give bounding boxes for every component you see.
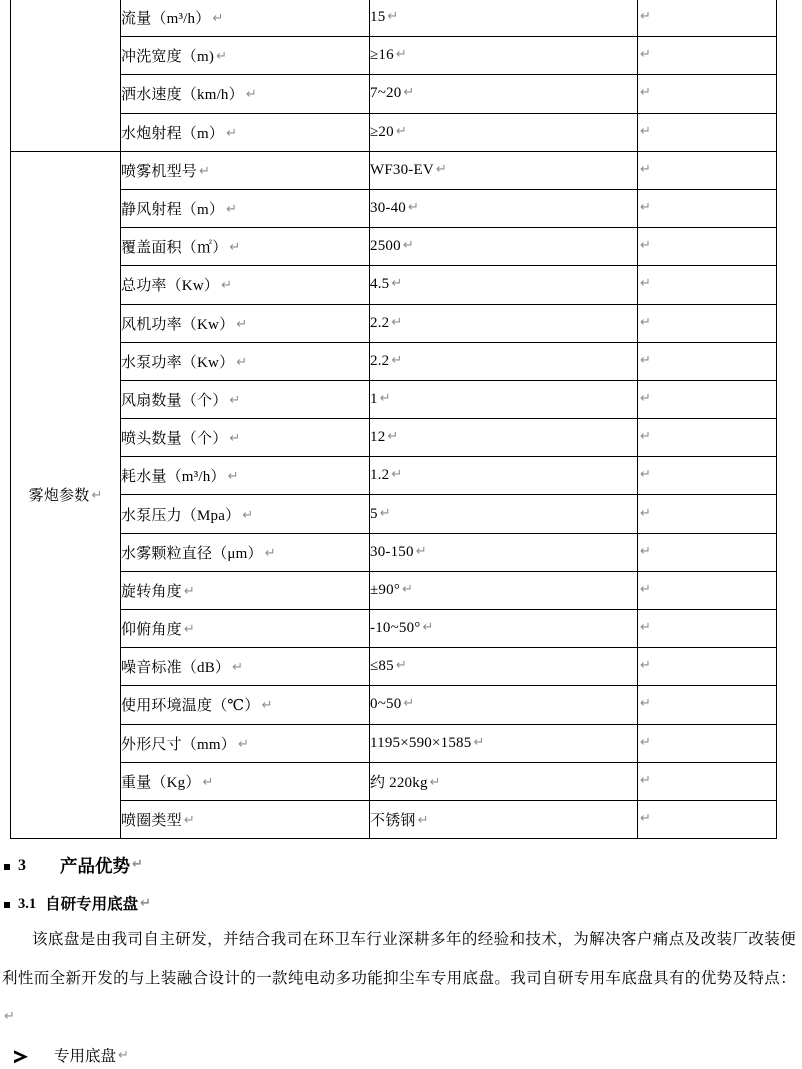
heading-section-3-1 <box>4 894 802 915</box>
table-row <box>11 610 777 648</box>
empty-cell <box>638 610 777 648</box>
paragraph-mark-icon: ↵ <box>429 774 441 790</box>
value-cell-text: 1195×590×1585 <box>370 734 472 751</box>
paragraph-mark-icon: ↵ <box>118 1047 129 1063</box>
paragraph-mark-icon: ↵ <box>236 354 248 370</box>
paragraph-mark-icon: ↵ <box>245 87 257 103</box>
list-item <box>14 1042 802 1069</box>
paragraph-mark-icon: ↵ <box>202 774 214 790</box>
paragraph-mark-icon: ↵ <box>640 390 651 406</box>
empty-cell <box>638 724 777 762</box>
param-cell <box>121 648 370 686</box>
spec-table-body <box>11 0 777 839</box>
value-cell-text: 约 220kg <box>370 774 428 791</box>
param-cell <box>121 380 370 418</box>
paragraph-mark-icon: ↵ <box>417 813 429 829</box>
value-cell <box>370 342 638 380</box>
value-cell-text: 4.5 <box>370 276 390 293</box>
paragraph-mark-icon: ↵ <box>391 276 403 292</box>
paragraph-mark-icon: ↵ <box>226 125 237 141</box>
section-label-cell-text: 雾炮参数 <box>28 488 90 505</box>
value-cell <box>370 571 638 609</box>
table-row <box>11 571 777 609</box>
value-cell-text: ≥20 <box>370 123 394 140</box>
paragraph-mark-icon: ↵ <box>140 896 152 911</box>
paragraph-mark-icon: ↵ <box>387 9 399 25</box>
body-paragraph <box>2 921 796 1038</box>
value-cell <box>370 304 638 342</box>
empty-cell <box>638 419 777 457</box>
empty-cell <box>638 571 777 609</box>
value-cell <box>370 75 638 113</box>
paragraph-mark-icon: ↵ <box>473 734 485 750</box>
table-row <box>11 113 777 151</box>
paragraph-mark-icon: ↵ <box>640 123 651 139</box>
value-cell-text: 1.2 <box>370 467 390 484</box>
value-cell <box>370 37 638 75</box>
paragraph-mark-icon: ↵ <box>261 698 273 714</box>
table-row <box>11 762 777 800</box>
paragraph-mark-icon: ↵ <box>640 658 651 674</box>
empty-cell <box>638 380 777 418</box>
value-cell-text: ≤85 <box>370 658 394 675</box>
heading-square-icon <box>4 864 10 870</box>
paragraph-mark-icon: ↵ <box>402 581 413 597</box>
paragraph-mark-icon: ↵ <box>199 163 210 179</box>
paragraph-mark-icon: ↵ <box>229 240 241 256</box>
heading-title: 自研专用底盘 <box>45 896 139 913</box>
table-row <box>11 419 777 457</box>
paragraph-mark-icon: ↵ <box>640 314 651 330</box>
empty-cell <box>638 113 777 151</box>
param-cell <box>121 686 370 724</box>
paragraph-mark-icon: ↵ <box>229 431 241 447</box>
paragraph-mark-icon: ↵ <box>227 469 239 485</box>
paragraph-mark-icon: ↵ <box>640 429 651 445</box>
paragraph-mark-icon: ↵ <box>387 429 399 445</box>
value-cell-text: 2.2 <box>370 352 390 369</box>
param-cell-text: 风机功率（Kw） <box>121 316 235 333</box>
heading-number: 3.1 <box>18 896 37 912</box>
paragraph-mark-icon: ↵ <box>640 238 651 254</box>
value-cell <box>370 762 638 800</box>
table-row <box>11 304 777 342</box>
table-row <box>11 533 777 571</box>
value-cell <box>370 419 638 457</box>
value-cell <box>370 457 638 495</box>
table-row <box>11 228 777 266</box>
empty-cell <box>638 151 777 189</box>
empty-cell <box>638 686 777 724</box>
paragraph-mark-icon: ↵ <box>640 200 651 216</box>
param-cell-text: 水雾颗粒直径（μm） <box>121 545 263 562</box>
heading-square-icon <box>4 902 10 908</box>
value-cell-text: 30-40 <box>370 200 406 217</box>
paragraph-mark-icon: ↵ <box>640 620 651 636</box>
empty-cell <box>638 189 777 227</box>
empty-cell <box>638 648 777 686</box>
empty-cell <box>638 228 777 266</box>
paragraph-mark-icon: ↵ <box>640 734 651 750</box>
empty-cell <box>638 75 777 113</box>
param-cell-text: 外形尺寸（mm） <box>121 736 236 753</box>
paragraph-mark-icon: ↵ <box>91 488 103 504</box>
paragraph-mark-icon: ↵ <box>391 314 403 330</box>
value-cell <box>370 113 638 151</box>
empty-cell <box>638 342 777 380</box>
param-cell <box>121 762 370 800</box>
paragraph-mark-icon: ↵ <box>183 583 195 599</box>
empty-cell <box>638 37 777 75</box>
spec-table <box>10 0 777 839</box>
paragraph-mark-icon: ↵ <box>216 49 227 65</box>
table-row <box>11 495 777 533</box>
table-row <box>11 724 777 762</box>
paragraph-mark-icon: ↵ <box>415 543 427 559</box>
table-row <box>11 380 777 418</box>
param-cell-text: 仰俯角度 <box>121 622 182 639</box>
empty-cell <box>638 304 777 342</box>
param-cell <box>121 304 370 342</box>
table-row <box>11 266 777 304</box>
value-cell <box>370 228 638 266</box>
param-cell-text: 静风射程（m） <box>121 202 225 219</box>
paragraph-mark-icon: ↵ <box>403 696 415 712</box>
value-cell <box>370 533 638 571</box>
paragraph-mark-icon: ↵ <box>264 545 276 561</box>
param-cell-text: 使用环境温度（℃） <box>121 698 260 715</box>
heading-section-3 <box>4 854 802 878</box>
param-cell <box>121 457 370 495</box>
param-cell-text: 总功率（Kw） <box>121 278 220 295</box>
table-row <box>11 800 777 838</box>
value-cell <box>370 380 638 418</box>
param-cell-text: 喷头数量（个） <box>121 431 228 448</box>
paragraph-mark-icon: ↵ <box>640 9 651 25</box>
param-cell-text: 水炮射程（m） <box>121 125 225 142</box>
empty-cell <box>638 457 777 495</box>
paragraph-mark-icon: ↵ <box>640 811 651 827</box>
value-cell-text: ±90° <box>370 581 401 598</box>
param-cell-text: 冲洗宽度（m) <box>121 49 215 66</box>
table-row <box>11 457 777 495</box>
table-row <box>11 0 777 37</box>
param-cell <box>121 189 370 227</box>
empty-cell <box>638 533 777 571</box>
paragraph-mark-icon: ↵ <box>391 352 403 368</box>
paragraph-mark-icon: ↵ <box>183 622 195 638</box>
table-row <box>11 189 777 227</box>
param-cell <box>121 113 370 151</box>
value-cell-text: 15 <box>370 9 386 26</box>
param-cell-text: 重量（Kg） <box>121 774 201 791</box>
body-paragraph-text: 该底盘是由我司自主研发，并结合我司在环卫车行业深耕多年的经验和技术，为解决客户痛点及改装厂改装便利性而全新开发的与上装融合设计的一款纯电动多功能抑尘车专用底盘。我司自研专用车底盘具有的优势及特点： <box>2 931 796 987</box>
table-row <box>11 75 777 113</box>
paragraph-mark-icon: ↵ <box>4 1009 16 1025</box>
table-row <box>11 37 777 75</box>
value-cell-text: ≥16 <box>370 47 394 64</box>
paragraph-mark-icon: ↵ <box>242 507 254 523</box>
param-cell <box>121 419 370 457</box>
param-cell <box>121 610 370 648</box>
value-cell-text: 1 <box>370 390 378 407</box>
param-cell-text: 喷圈类型 <box>121 813 182 830</box>
paragraph-mark-icon: ↵ <box>640 696 651 712</box>
value-cell-text: 5 <box>370 505 378 522</box>
arrow-bullet-icon <box>14 1050 28 1063</box>
document-body <box>0 841 802 1069</box>
paragraph-mark-icon: ↵ <box>229 392 241 408</box>
value-cell <box>370 724 638 762</box>
param-cell-text: 洒水速度（km/h） <box>121 87 244 104</box>
paragraph-mark-icon: ↵ <box>236 316 248 332</box>
value-cell-text: 不锈钢 <box>370 813 416 830</box>
value-cell <box>370 266 638 304</box>
paragraph-mark-icon: ↵ <box>640 161 651 177</box>
param-cell <box>121 0 370 37</box>
paragraph-mark-icon: ↵ <box>403 85 415 101</box>
param-cell-text: 噪音标准（dB） <box>121 660 231 677</box>
paragraph-mark-icon: ↵ <box>435 161 447 177</box>
paragraph-mark-icon: ↵ <box>395 47 407 63</box>
param-cell <box>121 75 370 113</box>
heading-number: 3 <box>18 857 26 874</box>
value-cell-text: -10~50° <box>370 620 421 637</box>
value-cell <box>370 0 638 37</box>
value-cell <box>370 610 638 648</box>
param-cell-text: 喷雾机型号 <box>121 163 198 180</box>
value-cell-text: WF30-EV <box>370 161 434 178</box>
paragraph-mark-icon: ↵ <box>640 772 651 788</box>
value-cell <box>370 151 638 189</box>
table-row <box>11 686 777 724</box>
param-cell <box>121 37 370 75</box>
paragraph-mark-icon: ↵ <box>640 505 651 521</box>
empty-cell <box>638 800 777 838</box>
value-cell <box>370 495 638 533</box>
empty-cell <box>638 266 777 304</box>
param-cell <box>121 724 370 762</box>
param-cell-text: 耗水量（m³/h） <box>121 469 226 486</box>
paragraph-mark-icon: ↵ <box>640 581 651 597</box>
value-cell <box>370 648 638 686</box>
paragraph-mark-icon: ↵ <box>640 276 651 292</box>
param-cell <box>121 228 370 266</box>
paragraph-mark-icon: ↵ <box>422 620 434 636</box>
paragraph-mark-icon: ↵ <box>640 467 651 483</box>
paragraph-mark-icon: ↵ <box>640 543 651 559</box>
paragraph-mark-icon: ↵ <box>379 390 391 406</box>
paragraph-mark-icon: ↵ <box>183 813 195 829</box>
value-cell <box>370 686 638 724</box>
empty-cell <box>638 0 777 37</box>
empty-cell <box>638 495 777 533</box>
section-label-cell <box>11 151 121 838</box>
paragraph-mark-icon: ↵ <box>408 200 419 216</box>
value-cell <box>370 189 638 227</box>
empty-cell <box>638 762 777 800</box>
paragraph-mark-icon: ↵ <box>221 278 232 294</box>
param-cell-text: 水泵功率（Kw） <box>121 354 235 371</box>
paragraph-mark-icon: ↵ <box>640 352 651 368</box>
paragraph-mark-icon: ↵ <box>640 85 651 101</box>
paragraph-mark-icon: ↵ <box>640 47 651 63</box>
paragraph-mark-icon: ↵ <box>232 660 244 676</box>
param-cell <box>121 571 370 609</box>
paragraph-mark-icon: ↵ <box>379 505 391 521</box>
value-cell <box>370 800 638 838</box>
param-cell <box>121 266 370 304</box>
value-cell-text: 0~50 <box>370 696 402 713</box>
value-cell-text: 12 <box>370 429 386 446</box>
param-cell-text: 水泵压力（Mpa） <box>121 507 241 524</box>
list-item-label: 专用底盘 <box>54 1047 117 1065</box>
param-cell <box>121 533 370 571</box>
paragraph-mark-icon: ↵ <box>132 857 143 872</box>
param-cell-text: 覆盖面积（㎡） <box>121 240 228 257</box>
value-cell-text: 7~20 <box>370 85 402 102</box>
value-cell-text: 2.2 <box>370 314 390 331</box>
paragraph-mark-icon: ↵ <box>395 123 407 139</box>
section-label-cell <box>11 0 121 151</box>
heading-title: 产品优势 <box>60 856 130 876</box>
param-cell <box>121 342 370 380</box>
param-cell <box>121 151 370 189</box>
param-cell <box>121 495 370 533</box>
paragraph-mark-icon: ↵ <box>391 467 403 483</box>
paragraph-mark-icon: ↵ <box>395 658 407 674</box>
param-cell-text: 流量（m³/h） <box>121 11 211 28</box>
param-cell-text: 旋转角度 <box>121 583 182 600</box>
value-cell-text: 30-150 <box>370 543 414 560</box>
paragraph-mark-icon: ↵ <box>226 202 237 218</box>
table-row <box>11 648 777 686</box>
paragraph-mark-icon: ↵ <box>402 238 414 254</box>
table-row <box>11 151 777 189</box>
paragraph-mark-icon: ↵ <box>212 11 224 27</box>
param-cell-text: 风扇数量（个） <box>121 392 228 409</box>
param-cell <box>121 800 370 838</box>
table-row <box>11 342 777 380</box>
value-cell-text: 2500 <box>370 238 401 255</box>
paragraph-mark-icon: ↵ <box>237 736 249 752</box>
